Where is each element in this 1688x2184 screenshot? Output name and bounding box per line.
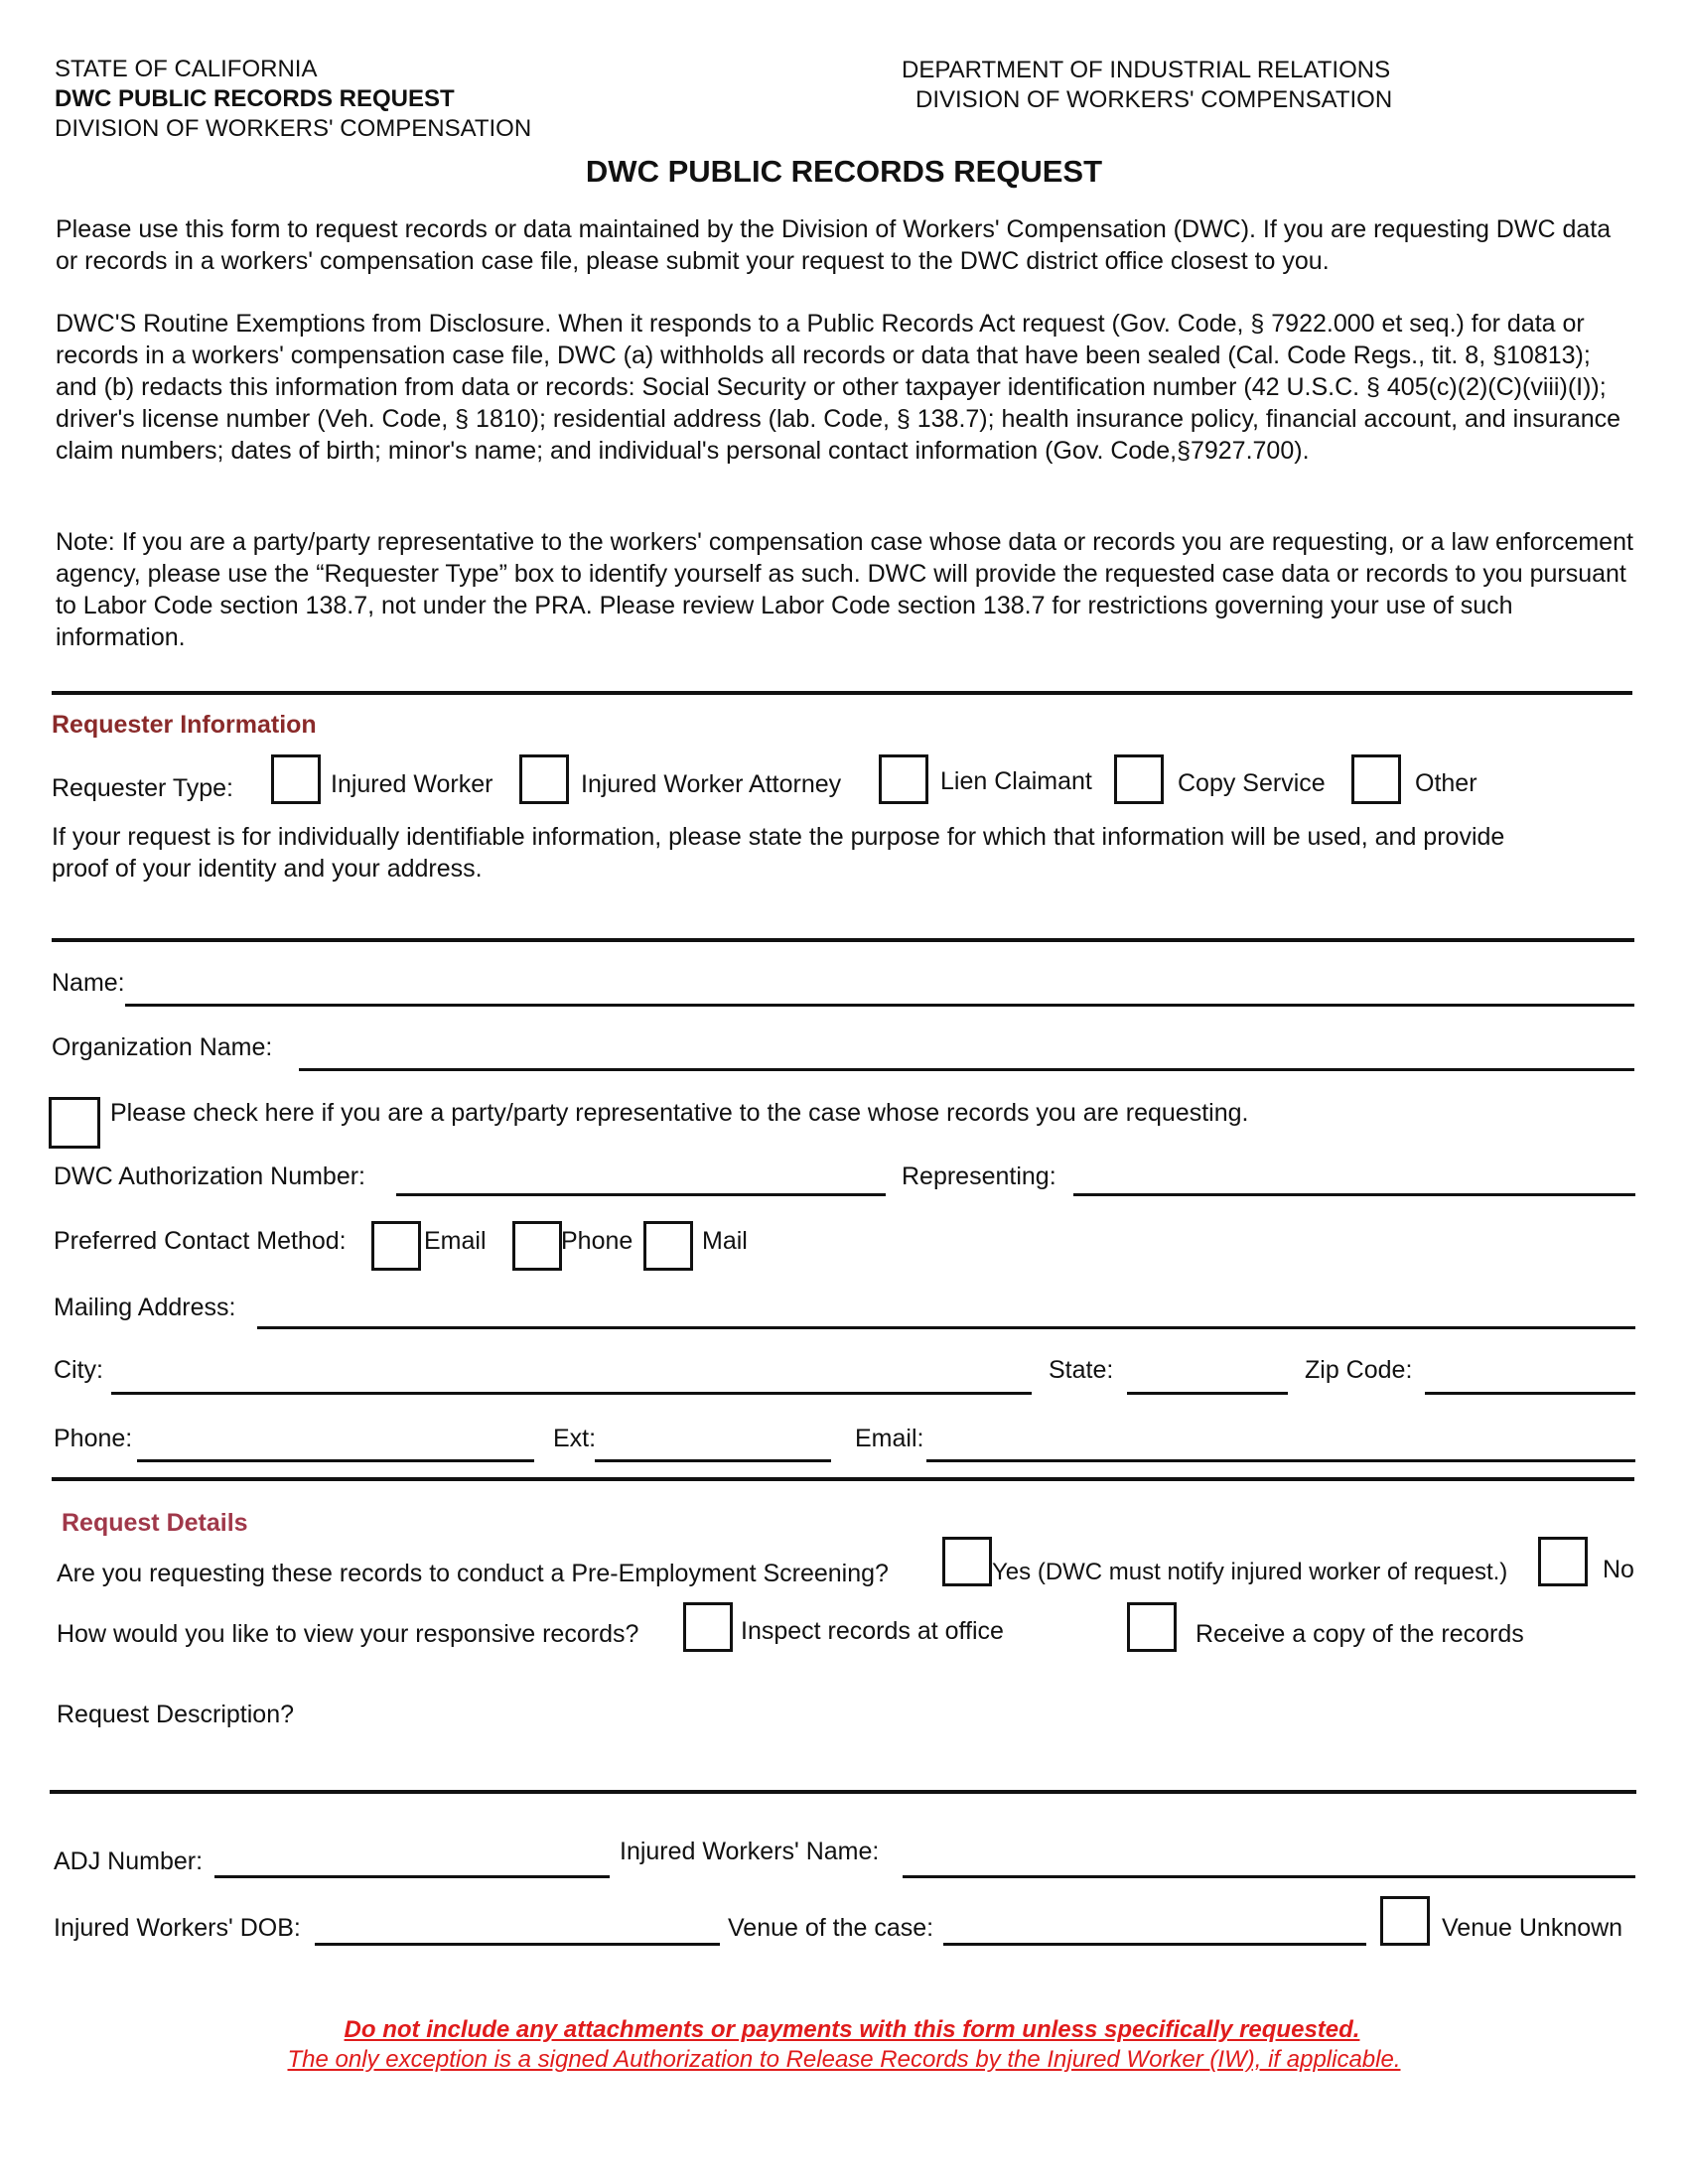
injured-worker-name-field[interactable]	[903, 1875, 1635, 1878]
requester-type-label: Requester Type:	[52, 774, 233, 802]
pre-employment-question: Are you requesting these records to conduct a Pre-Employment Screening?	[57, 1560, 889, 1587]
checkbox-venue-unknown[interactable]	[1380, 1896, 1430, 1946]
label-injured-worker-attorney: Injured Worker Attorney	[581, 770, 842, 798]
divider	[50, 1790, 1636, 1794]
representing-field[interactable]	[1073, 1193, 1635, 1196]
divider	[52, 691, 1632, 695]
zip-code-field[interactable]	[1425, 1392, 1635, 1395]
venue-field[interactable]	[943, 1943, 1366, 1946]
label-lien-claimant: Lien Claimant	[940, 767, 1092, 795]
header-state: STATE OF CALIFORNIA	[55, 56, 318, 82]
checkbox-lien-claimant[interactable]	[879, 754, 928, 804]
ext-field[interactable]	[595, 1459, 831, 1462]
checkbox-pre-employment-no[interactable]	[1538, 1537, 1588, 1586]
label-receive-copy: Receive a copy of the records	[1196, 1620, 1524, 1648]
header-division: DIVISION OF WORKERS' COMPENSATION	[55, 115, 532, 142]
checkbox-injured-worker-attorney[interactable]	[519, 754, 569, 804]
header-department: DEPARTMENT OF INDUSTRIAL RELATIONS	[902, 57, 1391, 83]
city-label: City:	[54, 1356, 103, 1384]
page-title: DWC PUBLIC RECORDS REQUEST	[585, 154, 1103, 189]
checkbox-contact-phone[interactable]	[512, 1221, 562, 1271]
email-field[interactable]	[926, 1459, 1635, 1462]
zip-code-label: Zip Code:	[1305, 1356, 1413, 1384]
injured-worker-dob-label: Injured Workers' DOB:	[54, 1914, 301, 1942]
authorization-exception-note: The only exception is a signed Authorization to Release Records by the Injured Worker (IW), if applicable.	[287, 2046, 1401, 2073]
label-injured-worker: Injured Worker	[331, 770, 493, 798]
name-label: Name:	[52, 969, 125, 997]
checkbox-contact-mail[interactable]	[643, 1221, 693, 1271]
label-contact-mail: Mail	[702, 1227, 748, 1255]
adj-number-label: ADJ Number:	[54, 1847, 204, 1875]
label-contact-phone: Phone	[561, 1227, 633, 1255]
checkbox-party-representative[interactable]	[49, 1097, 100, 1149]
phone-field[interactable]	[137, 1459, 534, 1462]
request-description-label: Request Description?	[57, 1701, 295, 1728]
venue-label: Venue of the case:	[728, 1914, 934, 1942]
injured-worker-dob-field[interactable]	[315, 1943, 720, 1946]
intro-paragraph-exemptions: DWC'S Routine Exemptions from Disclosure. When it responds to a Public Records Act request (Gov. Code, § 7922.000 et seq.) for data or records in a workers' compensation case file, DWC (a) withholds all records or data that have been sealed (Cal. Code Regs., tit. 8, §10813); and (b) redacts this information from data or records: Social Security or other taxpayer identification number (42 U.S.C. § 405(c)(2)(C)(viii)(I)); driver's license number (Veh. Code, § 1810); residential address (lab. Code, § 138.7); health insurance policy, financial account, and insurance claim numbers; dates of birth; minor's name; and individual's personal contact information (Gov. Code,§7927.700).	[56, 310, 1621, 465]
purpose-note: If your request is for individually identifiable information, please state the purpose for which that information will be used, and provide proof of your identity and your address.	[52, 823, 1505, 883]
section-title-requester: Requester Information	[52, 711, 317, 739]
checkbox-contact-email[interactable]	[371, 1221, 421, 1271]
auth-number-label: DWC Authorization Number:	[54, 1162, 366, 1190]
section-title-request-details: Request Details	[62, 1509, 248, 1537]
organization-label: Organization Name:	[52, 1033, 273, 1061]
name-field[interactable]	[125, 1004, 1634, 1007]
mailing-address-field[interactable]	[257, 1326, 1635, 1329]
adj-number-field[interactable]	[214, 1875, 610, 1878]
label-pre-employment-no: No	[1603, 1556, 1634, 1583]
contact-method-label: Preferred Contact Method:	[54, 1227, 347, 1255]
header-division-right: DIVISION OF WORKERS' COMPENSATION	[915, 86, 1393, 113]
view-records-question: How would you like to view your responsive records?	[57, 1620, 639, 1648]
checkbox-copy-service[interactable]	[1114, 754, 1164, 804]
label-other: Other	[1415, 769, 1477, 797]
intro-paragraph-1: Please use this form to request records or data maintained by the Division of Workers' Compensation (DWC). If you are requesting DWC data or records in a workers' compensation case file, please submit your request to the DWC district office closest to you.	[56, 215, 1612, 275]
checkbox-pre-employment-yes[interactable]	[942, 1537, 992, 1586]
divider	[52, 938, 1634, 942]
mailing-address-label: Mailing Address:	[54, 1294, 236, 1321]
label-contact-email: Email	[424, 1227, 487, 1255]
party-representative-label: Please check here if you are a party/party representative to the case whose records you are requesting.	[110, 1099, 1249, 1127]
phone-label: Phone:	[54, 1425, 133, 1452]
state-field[interactable]	[1127, 1392, 1288, 1395]
attachments-warning: Do not include any attachments or payments with this form unless specifically requested.	[344, 2016, 1360, 2043]
ext-label: Ext:	[553, 1425, 597, 1452]
request-description-field[interactable]	[52, 1732, 1634, 1787]
representing-label: Representing:	[902, 1162, 1056, 1190]
label-copy-service: Copy Service	[1178, 769, 1326, 797]
email-label: Email:	[855, 1425, 924, 1452]
header-form-name: DWC PUBLIC RECORDS REQUEST	[55, 85, 455, 112]
checkbox-injured-worker[interactable]	[271, 754, 321, 804]
state-label: State:	[1049, 1356, 1114, 1384]
intro-paragraph-note: Note: If you are a party/party representative to the workers' compensation case whose data or records you are requesting, or a law enforcement agency, please use the “Requester Type” box to identify yourself as such. DWC will provide the requested case data or records to you pursuant to Labor Code section 138.7, not under the PRA. Please review Labor Code section 138.7 for restrictions governing your use of such information.	[56, 528, 1633, 651]
organization-field[interactable]	[299, 1068, 1634, 1071]
label-venue-unknown: Venue Unknown	[1442, 1914, 1623, 1942]
checkbox-other[interactable]	[1351, 754, 1401, 804]
checkbox-inspect-records[interactable]	[683, 1602, 733, 1652]
label-pre-employment-yes: Yes (DWC must notify injured worker of request.)	[992, 1559, 1508, 1585]
checkbox-receive-copy[interactable]	[1127, 1602, 1177, 1652]
auth-number-field[interactable]	[396, 1193, 886, 1196]
injured-worker-name-label: Injured Workers' Name:	[620, 1838, 880, 1865]
city-field[interactable]	[111, 1392, 1032, 1395]
label-inspect-records: Inspect records at office	[741, 1617, 1004, 1645]
divider	[52, 1477, 1634, 1481]
